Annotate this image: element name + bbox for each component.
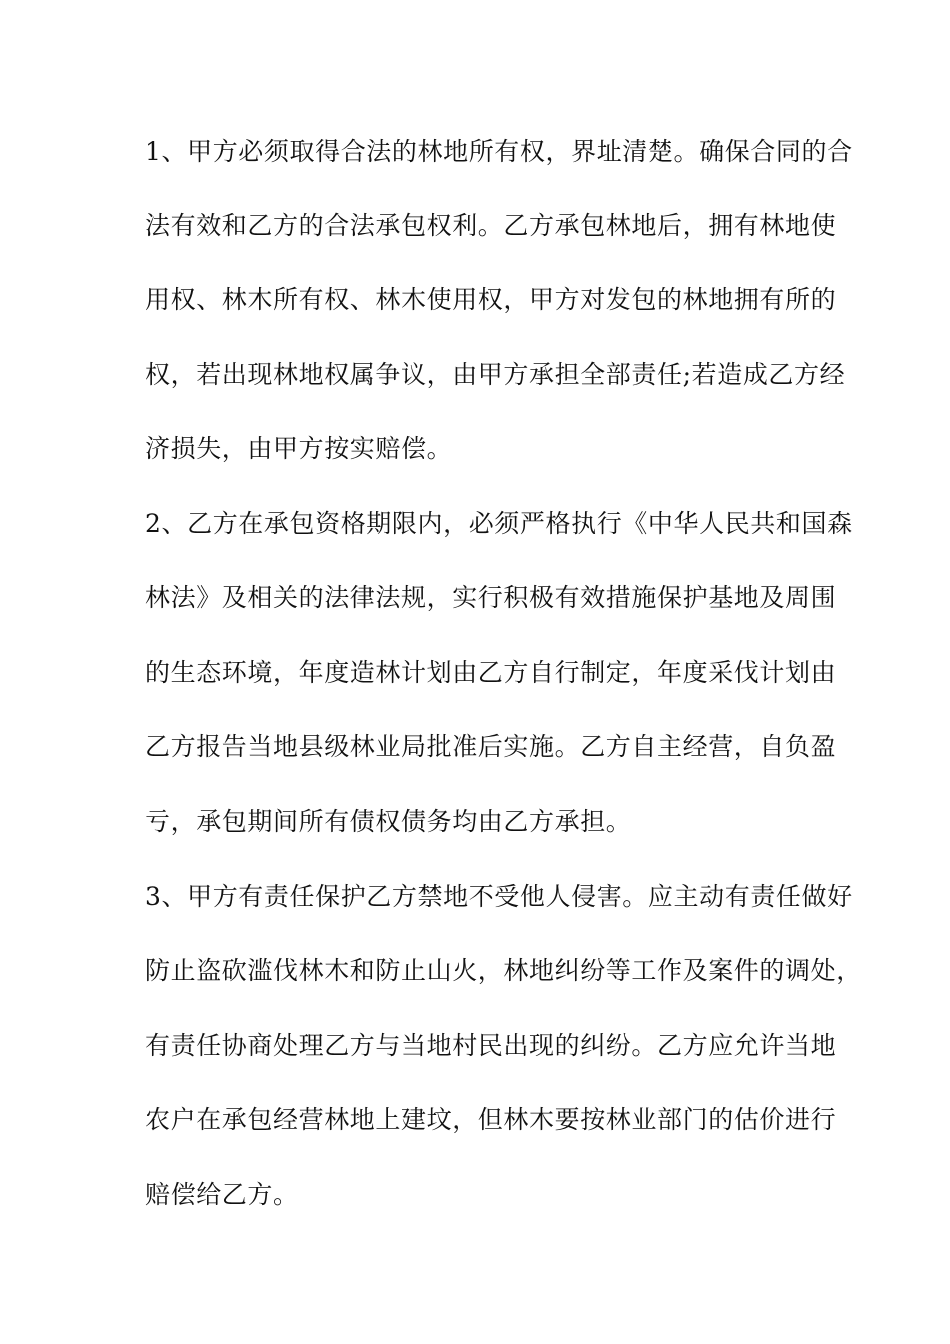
text-line: 的生态环境，年度造林计划由乙方自行制定，年度采伐计划由 xyxy=(145,658,837,687)
text-line: 防止盗砍滥伐林木和防止山火，林地纠纷等工作及案件的调处， xyxy=(145,956,862,985)
text-line: 用权、林木所有权、林木使用权，甲方对发包的林地拥有所的 xyxy=(145,285,837,314)
text-line: 赔偿给乙方。 xyxy=(145,1180,299,1209)
text-line: 亏，承包期间所有债权债务均由乙方承担。 xyxy=(145,807,632,836)
text-line: 乙方报告当地县级林业局批准后实施。乙方自主经营，自负盈 xyxy=(145,732,837,761)
text-line: 法有效和乙方的合法承包权利。乙方承包林地后，拥有林地使 xyxy=(145,211,837,240)
text-line: 农户在承包经营林地上建坟，但林木要按林业部门的估价进行 xyxy=(145,1105,837,1134)
text-line: 有责任协商处理乙方与当地村民出现的纠纷。乙方应允许当地 xyxy=(145,1031,837,1060)
text-line: 3、甲方有责任保护乙方禁地不受他人侵害。应主动有责任做好 xyxy=(145,882,853,911)
text-line: 济损失，由甲方按实赔偿。 xyxy=(145,434,453,463)
text-line: 2、乙方在承包资格期限内，必须严格执行《中华人民共和国森 xyxy=(145,509,853,538)
text-line: 林法》及相关的法律法规，实行积极有效措施保护基地及周围 xyxy=(145,583,837,612)
text-line: 1、甲方必须取得合法的林地所有权，界址清楚。确保合同的合 xyxy=(145,137,853,166)
text-line: 权，若出现林地权属争议，由甲方承担全部责任;若造成乙方经 xyxy=(145,360,846,389)
